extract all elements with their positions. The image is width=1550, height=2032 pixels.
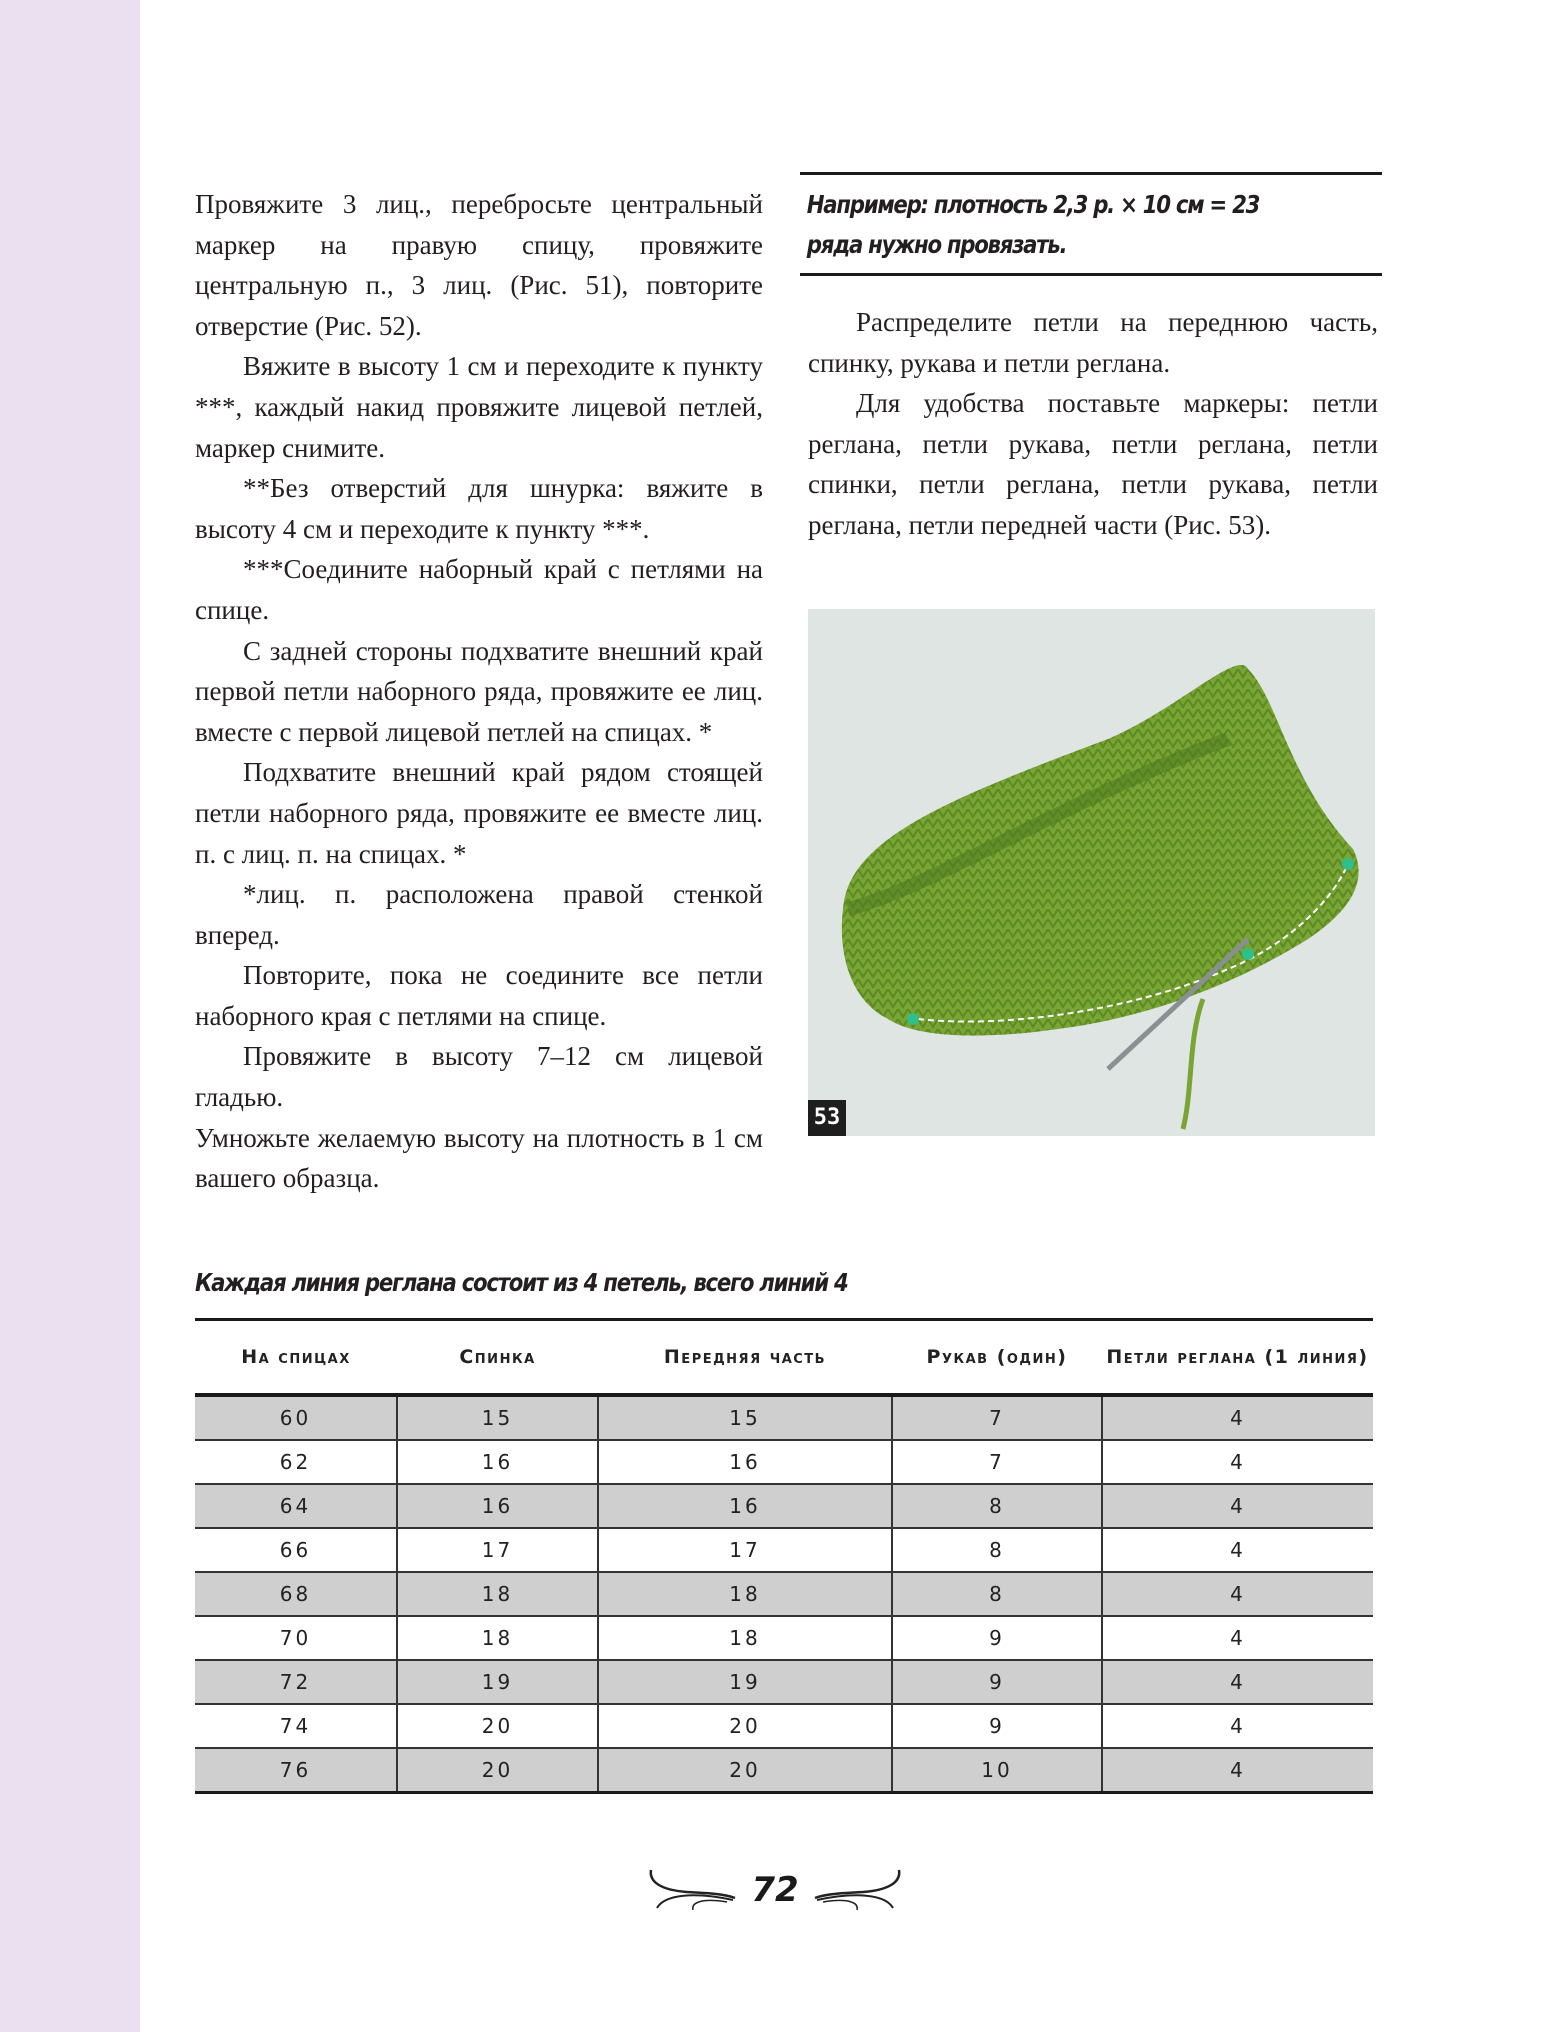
table-cell: 4 bbox=[1102, 1748, 1373, 1793]
raglan-distribution-table bbox=[195, 1318, 1373, 1794]
paragraph: Провяжите 3 лиц., перебросьте центральный маркер на правую спицу, провяжите центральную п., 3 лиц. (Рис. 51), повторите отверстие (Рис. 52). bbox=[195, 189, 763, 341]
table-cell: 19 bbox=[598, 1660, 892, 1704]
table-row bbox=[195, 1616, 1373, 1660]
table-cell: 62 bbox=[195, 1440, 397, 1484]
table-cell: 66 bbox=[195, 1528, 397, 1572]
column-header: На спицах bbox=[241, 1346, 351, 1368]
table-cell: 20 bbox=[397, 1704, 598, 1748]
table-cell: 4 bbox=[1102, 1484, 1373, 1528]
table-cell: 18 bbox=[397, 1572, 598, 1616]
figure-number-label: 53 bbox=[808, 1100, 846, 1136]
paragraph: *лиц. п. расположена правой стенкой вперед. bbox=[195, 879, 763, 950]
table-cell: 19 bbox=[397, 1660, 598, 1704]
table-cell: 60 bbox=[195, 1395, 397, 1440]
table-title: Каждая линия реглана состоит из 4 петель, всего линий 4 bbox=[195, 1268, 848, 1297]
page-number: 72 bbox=[751, 1870, 799, 1910]
table-cell: 4 bbox=[1102, 1616, 1373, 1660]
paragraph: С задней стороны подхватите внешний край первой петли наборного ряда, провяжите ее лиц. вместе с первой лицевой петлей на спицах. * bbox=[195, 635, 763, 747]
table-row bbox=[195, 1528, 1373, 1572]
knitted-yoke-illustration bbox=[808, 609, 1375, 1136]
column-header: Спинка bbox=[459, 1346, 536, 1368]
table-row bbox=[195, 1395, 1373, 1440]
example-note-box bbox=[800, 172, 1382, 276]
table-cell: 7 bbox=[892, 1440, 1102, 1484]
right-ornament-icon bbox=[813, 1868, 903, 1912]
left-text-column bbox=[195, 184, 763, 1199]
table-cell: 20 bbox=[598, 1748, 892, 1793]
paragraph: Распределите петли на переднюю часть, спинку, рукава и петли реглана. bbox=[808, 307, 1378, 378]
table-cell: 68 bbox=[195, 1572, 397, 1616]
paragraph: Для удобства поставьте маркеры: петли реглана, петли рукава, петли реглана, петли спинки, петли реглана, петли рукава, петли реглана, петли передней части (Рис. 53). bbox=[808, 388, 1378, 540]
table-row bbox=[195, 1748, 1373, 1793]
table-cell: 7 bbox=[892, 1395, 1102, 1440]
table-cell: 10 bbox=[892, 1748, 1102, 1793]
table-cell: 4 bbox=[1102, 1395, 1373, 1440]
table-cell: 18 bbox=[397, 1616, 598, 1660]
paragraph: **Без отверстий для шнурка: вяжите в высоту 4 см и переходите к пункту ***. bbox=[195, 473, 763, 544]
paragraph: Вяжите в высоту 1 см и переходите к пункту ***, каждый накид провяжите лицевой петлей, маркер снимите. bbox=[195, 351, 763, 463]
table-row bbox=[195, 1572, 1373, 1616]
table-cell: 70 bbox=[195, 1616, 397, 1660]
right-text-column bbox=[808, 302, 1378, 546]
table-cell: 20 bbox=[598, 1704, 892, 1748]
column-header: Петли реглана (1 линия) bbox=[1106, 1346, 1369, 1368]
table-cell: 8 bbox=[892, 1572, 1102, 1616]
column-header: Передняя часть bbox=[663, 1346, 827, 1368]
column-header: Рукав (один) bbox=[926, 1346, 1068, 1368]
paragraph: Подхватите внешний край рядом стоящей петли наборного ряда, провяжите ее вместе лиц. п. с лиц. п. на спицах. * bbox=[195, 757, 763, 869]
table-cell: 74 bbox=[195, 1704, 397, 1748]
example-note-text: Например: плотность 2,3 р. × 10 см = 23 ряда нужно провязать. bbox=[806, 190, 1260, 259]
table-cell: 8 bbox=[892, 1484, 1102, 1528]
page-footer bbox=[0, 1868, 1550, 1912]
table-cell: 4 bbox=[1102, 1660, 1373, 1704]
table-header-row bbox=[195, 1320, 1373, 1396]
paragraph: Умножьте желаемую высоту на плотность в 1 см вашего образца. bbox=[195, 1122, 763, 1194]
table-cell: 16 bbox=[397, 1484, 598, 1528]
page-edge-sidebar bbox=[0, 0, 140, 2032]
table-cell: 4 bbox=[1102, 1440, 1373, 1484]
paragraph: ***Соедините наборный край с петлями на спице. bbox=[195, 554, 763, 625]
table-cell: 17 bbox=[397, 1528, 598, 1572]
table-cell: 16 bbox=[598, 1484, 892, 1528]
table-cell: 17 bbox=[598, 1528, 892, 1572]
table-cell: 9 bbox=[892, 1660, 1102, 1704]
table-cell: 4 bbox=[1102, 1704, 1373, 1748]
table-row bbox=[195, 1660, 1373, 1704]
figure-53-photo bbox=[808, 609, 1375, 1136]
table-row bbox=[195, 1704, 1373, 1748]
paragraph: Повторите, пока не соедините все петли наборного края с петлями на спице. bbox=[195, 960, 763, 1031]
table-cell: 9 bbox=[892, 1704, 1102, 1748]
table-cell: 15 bbox=[397, 1395, 598, 1440]
table-cell: 18 bbox=[598, 1616, 892, 1660]
table-cell: 9 bbox=[892, 1616, 1102, 1660]
table-cell: 18 bbox=[598, 1572, 892, 1616]
table-cell: 4 bbox=[1102, 1528, 1373, 1572]
table-cell: 20 bbox=[397, 1748, 598, 1793]
table-cell: 15 bbox=[598, 1395, 892, 1440]
table-cell: 72 bbox=[195, 1660, 397, 1704]
table-cell: 64 bbox=[195, 1484, 397, 1528]
left-ornament-icon bbox=[647, 1868, 737, 1912]
table-cell: 16 bbox=[397, 1440, 598, 1484]
table-row bbox=[195, 1440, 1373, 1484]
table-cell: 4 bbox=[1102, 1572, 1373, 1616]
table-cell: 76 bbox=[195, 1748, 397, 1793]
paragraph: Провяжите в высоту 7–12 см лицевой гладью. bbox=[195, 1041, 763, 1113]
table-cell: 16 bbox=[598, 1440, 892, 1484]
table-row bbox=[195, 1484, 1373, 1528]
table-cell: 8 bbox=[892, 1528, 1102, 1572]
